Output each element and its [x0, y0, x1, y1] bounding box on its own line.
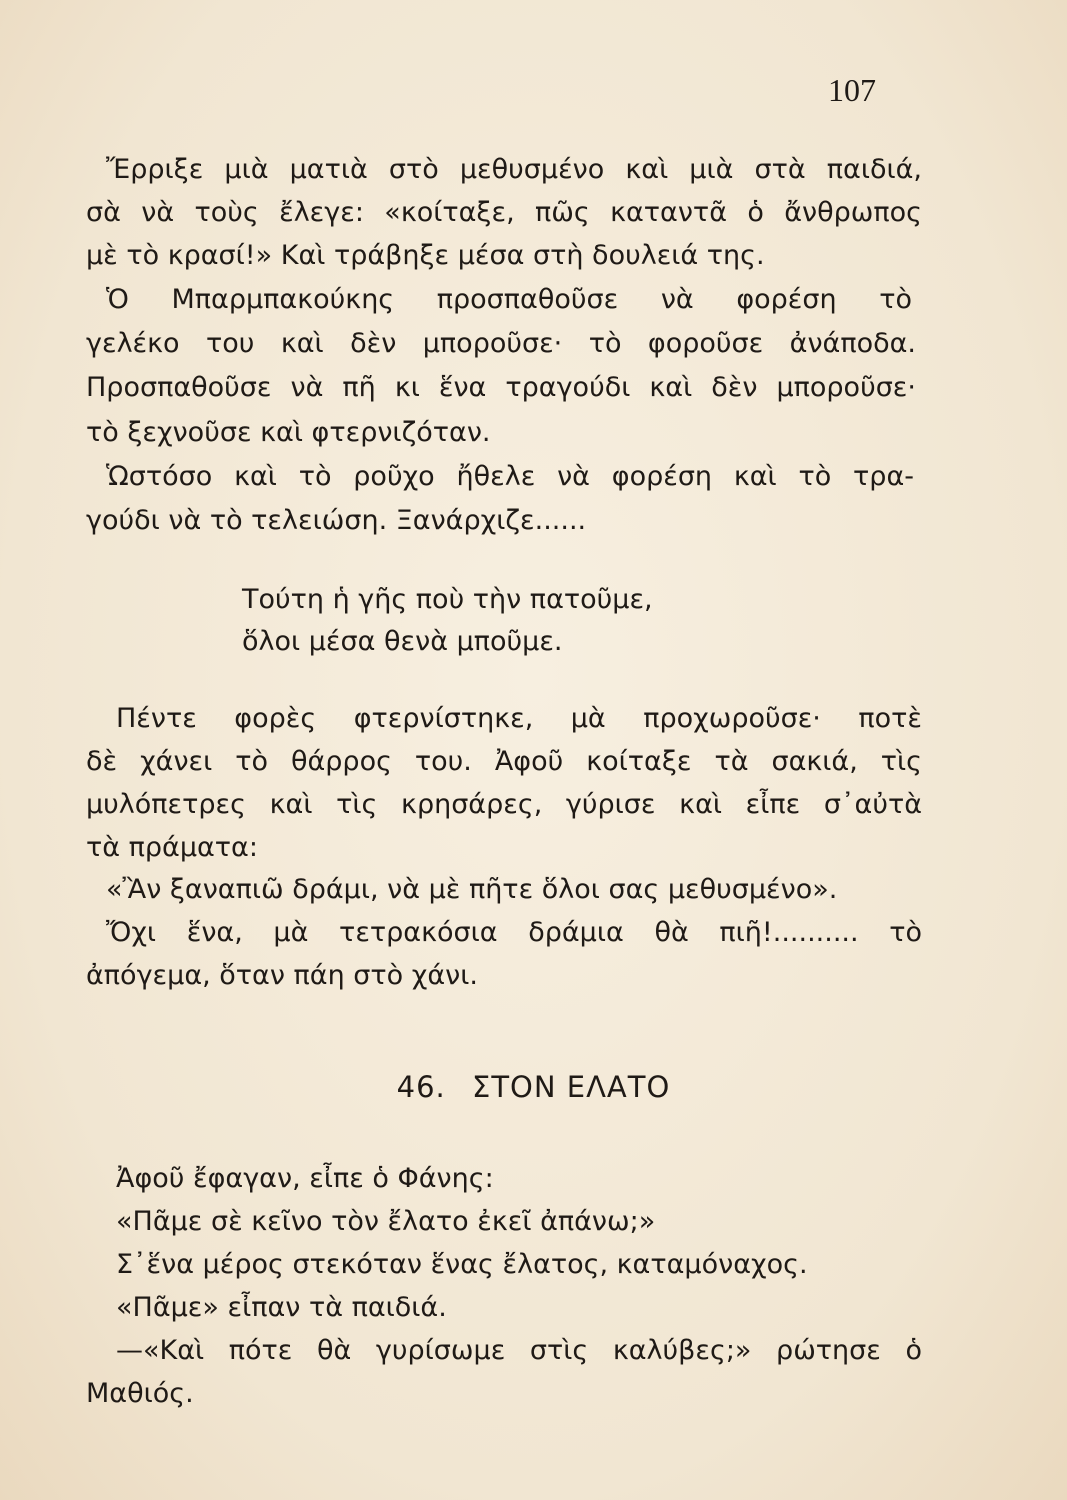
text-line: Ὄχι ἕνα, μὰ τετρακόσια δράμια θὰ πιῆ!.......... τὸ — [106, 917, 922, 948]
text-line: Σ᾽ἕνα μέρος στεκόταν ἕνας ἔλατος, καταμόναχος. — [116, 1249, 808, 1280]
text-line: Ὡστόσο καὶ τὸ ροῦχο ἤθελε νὰ φορέση καὶ τὸ τρα- — [106, 461, 914, 492]
text-line: —«Καὶ πότε θὰ γυρίσωμε στὶς καλύβες;» ρώτησε ὁ — [116, 1335, 922, 1366]
page-number: 107 — [828, 72, 876, 108]
text-line: «Πᾶμε σὲ κεῖνο τὸν ἔλατο ἐκεῖ ἀπάνω;» — [116, 1206, 656, 1237]
chapter-heading — [0, 1070, 1067, 1104]
text-line: Μαθιός. — [86, 1378, 194, 1409]
chapter-number: 46. — [396, 1070, 446, 1104]
text-line: Ἔρριξε μιὰ ματιὰ στὸ μεθυσμένο καὶ μιὰ στὰ παιδιά, — [106, 154, 922, 185]
verse-line: Τούτη ἡ γῆς ποὺ τὴν πατοῦμε, — [242, 584, 653, 615]
text-line: γελέκο του καὶ δὲν μποροῦσε· τὸ φοροῦσε ἀνάποδα. — [86, 328, 916, 359]
text-line: μὲ τὸ κρασί!» Καὶ τράβηξε μέσα στὴ δουλειά της. — [86, 240, 765, 271]
verse-line: ὅλοι μέσα θενὰ μποῦμε. — [242, 626, 563, 657]
text-line: Πέντε φορὲς φτερνίστηκε, μὰ προχωροῦσε· ποτὲ — [116, 703, 922, 734]
text-line: τὰ πράματα: — [86, 832, 258, 863]
text-line: «Ἂν ξαναπιῶ δράμι, νὰ μὲ πῆτε ὅλοι σας μεθυσμένο». — [106, 874, 838, 905]
text-line: σὰ νὰ τοὺς ἔλεγε: «κοίταξε, πῶς καταντᾶ ὁ ἄνθρωπος — [86, 197, 922, 228]
text-line: Ὁ Μπαρμπακούκης προσπαθοῦσε νὰ φορέση τὸ — [106, 284, 912, 315]
text-line: Προσπαθοῦσε νὰ πῆ κι ἕνα τραγούδι καὶ δὲν μποροῦσε· — [86, 372, 916, 403]
text-line: δὲ χάνει τὸ θάρρος του. Ἀφοῦ κοίταξε τὰ σακιά, τὶς — [86, 746, 922, 777]
chapter-title: ΣΤΟΝ ΕΛΑΤΟ — [472, 1070, 671, 1104]
text-line: ἀπόγεμα, ὅταν πάη στὸ χάνι. — [86, 960, 478, 991]
text-line: τὸ ξεχνοῦσε καὶ φτερνιζόταν. — [86, 417, 491, 448]
text-line: Ἀφοῦ ἔφαγαν, εἶπε ὁ Φάνης: — [116, 1163, 494, 1194]
text-line: «Πᾶμε» εἶπαν τὰ παιδιά. — [116, 1292, 447, 1323]
text-line: μυλόπετρες καὶ τὶς κρησάρες, γύρισε καὶ εἶπε σ᾽αὐτὰ — [86, 789, 922, 820]
text-line: γούδι νὰ τὸ τελειώση. Ξανάρχιζε...... — [86, 505, 587, 536]
